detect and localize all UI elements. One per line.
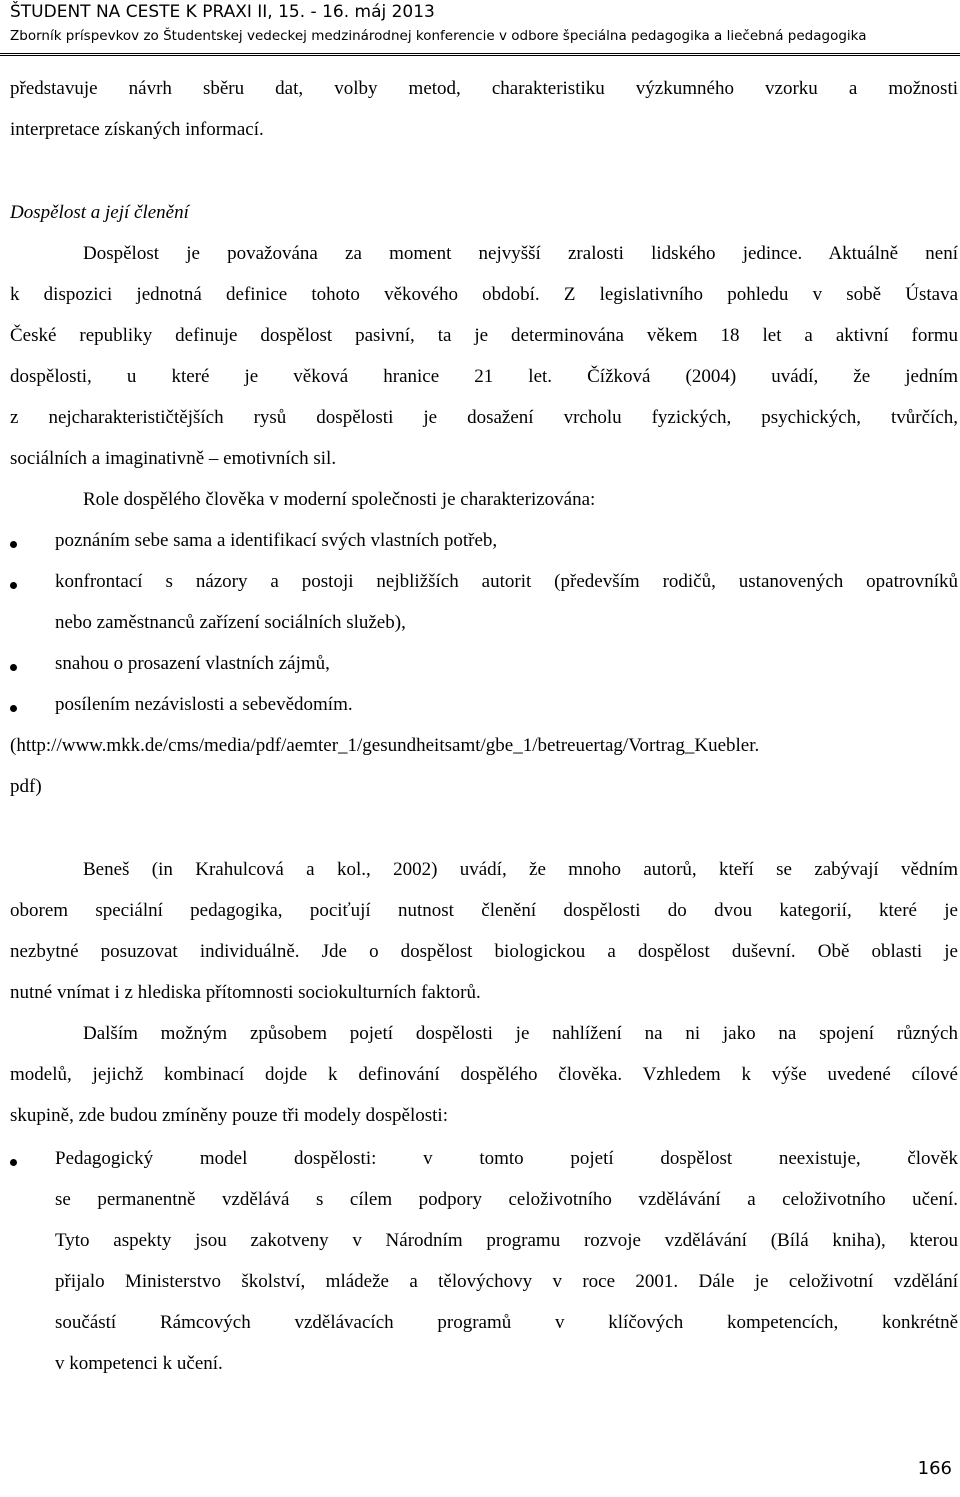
header-rule-second	[0, 55, 960, 56]
bullet-icon	[10, 1159, 17, 1166]
list-item: konfrontací s názory a postoji nejbližších autorit (především rodičů, ustanovených opatrovníků	[55, 571, 958, 592]
source-url: (http://www.mkk.de/cms/media/pdf/aemter_1/gesundheitsamt/gbe_1/betreuertag/Vortrag_Kuebler.	[10, 735, 760, 756]
bullet-icon	[10, 705, 17, 712]
text-line: k dispozici jednotná definice tohoto věkového období. Z legislativního pohledu v sobě Ústava	[10, 284, 958, 305]
header-rule	[0, 53, 960, 54]
text-line: interpretace získaných informací.	[10, 119, 264, 140]
list-item-continuation: Tyto aspekty jsou zakotveny v Národním programu rozvoje vzdělávání (Bílá kniha), kterou	[55, 1230, 958, 1251]
list-item-continuation: se permanentně vzdělává s cílem podpory celoživotního vzdělávání a celoživotního učení.	[55, 1189, 958, 1210]
source-url-end: pdf)	[10, 776, 42, 797]
list-item: posílením nezávislosti a sebevědomím.	[55, 694, 353, 715]
proceedings-subtitle: Zborník príspevkov zo Študentskej vedeckej medzinárodnej konferencie v odbore špeciálna pedagogika a liečebná pedagogika	[10, 28, 867, 44]
list-item: snahou o prosazení vlastních zájmů,	[55, 653, 330, 674]
text-line: Dalším možným způsobem pojetí dospělosti je nahlížení na ni jako na spojení různých	[83, 1023, 958, 1044]
text-line: skupině, zde budou zmíněny pouze tři modely dospělosti:	[10, 1105, 448, 1126]
text-line: České republiky definuje dospělost pasivní, ta je determinována věkem 18 let a aktivní formu	[10, 325, 958, 346]
section-heading: Dospělost a její členění	[10, 202, 189, 223]
list-item-continuation: nebo zaměstnanců zařízení sociálních služeb),	[55, 612, 406, 633]
text-line: představuje návrh sběru dat, volby metod, charakteristiku výzkumného vzorku a možnosti	[10, 78, 958, 99]
list-item-continuation: přijalo Ministerstvo školství, mládeže a tělovýchovy v roce 2001. Dále je celoživotní vzdělání	[55, 1271, 958, 1292]
list-item: poznáním sebe sama a identifikací svých vlastních potřeb,	[55, 530, 498, 551]
text-line: sociálních a imaginativně – emotivních sil.	[10, 448, 337, 469]
text-line: z nejcharakterističtějších rysů dospělosti je dosažení vrcholu fyzických, psychických, tvůrčích,	[10, 407, 958, 428]
bullet-icon	[10, 664, 17, 671]
list-item-continuation: v kompetenci k učení.	[55, 1353, 223, 1374]
list-item: Pedagogický model dospělosti: v tomto pojetí dospělost neexistuje, člověk	[55, 1148, 958, 1169]
list-item-continuation: součástí Rámcových vzdělávacích programů v klíčových kompetencích, konkrétně	[55, 1312, 958, 1333]
text-line: modelů, jejichž kombinací dojde k definování dospělého člověka. Vzhledem k výše uvedené cílové	[10, 1064, 958, 1085]
bullet-icon	[10, 582, 17, 589]
text-line: Dospělost je považována za moment nejvyšší zralosti lidského jedince. Aktuálně není	[83, 243, 958, 264]
bullet-icon	[10, 541, 17, 548]
text-line: dospělosti, u které je věková hranice 21 let. Čížková (2004) uvádí, že jedním	[10, 366, 958, 387]
text-line: Beneš (in Krahulcová a kol., 2002) uvádí, že mnoho autorů, kteří se zabývají vědním	[83, 859, 958, 880]
page-number: 166	[917, 1458, 952, 1479]
text-line: nezbytné posuzovat individuálně. Jde o dospělost biologickou a dospělost duševní. Obě oblasti je	[10, 941, 958, 962]
text-line: Role dospělého člověka v moderní společnosti je charakterizována:	[83, 489, 596, 510]
text-line: nutné vnímat i z hlediska přítomnosti sociokulturních faktorů.	[10, 982, 481, 1003]
text-line: oborem speciální pedagogika, pociťují nutnost členění dospělosti do dvou kategorií, které je	[10, 900, 958, 921]
conference-title: ŠTUDENT NA CESTE K PRAXI II, 15. - 16. máj 2013	[10, 2, 435, 22]
